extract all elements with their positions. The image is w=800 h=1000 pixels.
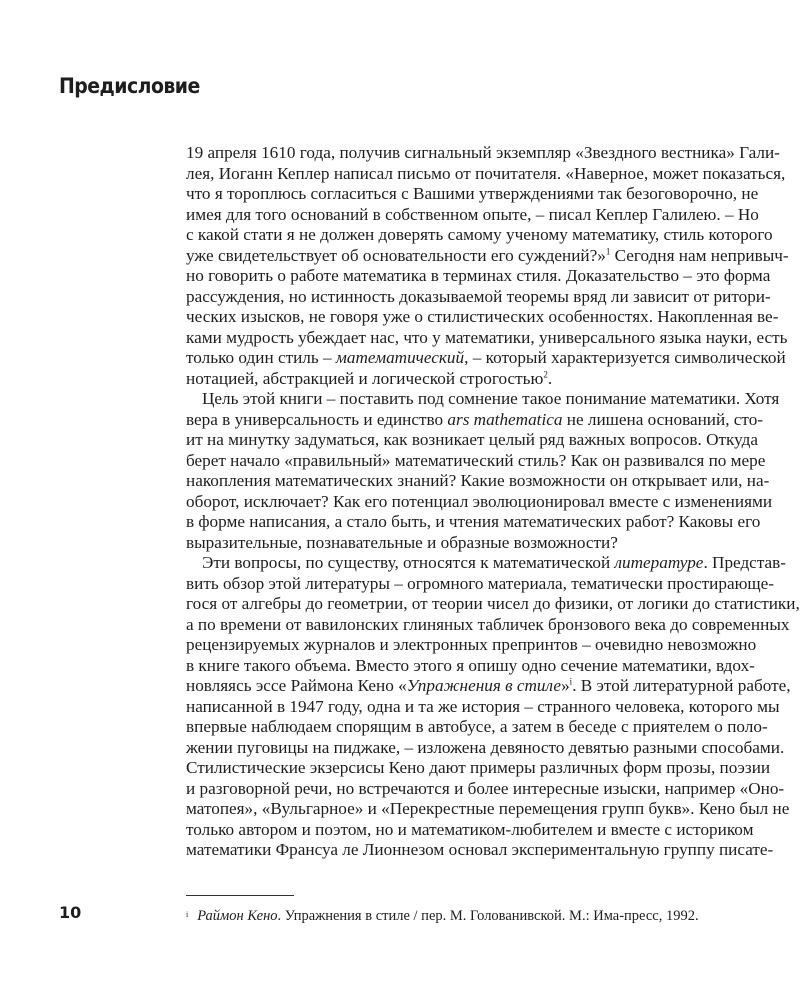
text-line: [186, 512, 761, 533]
text-line: [186, 533, 720, 554]
text-run: написанной в 1947 году, одна и та же история – странного человека, которого мы: [186, 696, 780, 716]
text-run: Сегодня нам непривыч-: [610, 245, 789, 265]
footnote-reference: 1: [605, 245, 611, 256]
text-line: [186, 676, 791, 697]
text-run: новляясь эссе Раймона Кено «: [186, 676, 407, 695]
text-line: [186, 225, 773, 246]
text-run: »: [561, 676, 570, 695]
text-run: ит на минутку задуматься, как возникает целый ряд важных вопросов. Откуда: [186, 430, 759, 449]
page-heading: Предисловие: [59, 74, 200, 98]
footnote-marker: i: [186, 910, 189, 919]
footnote-reference: 2: [543, 368, 548, 379]
text-line: [186, 717, 768, 738]
footnote: [186, 907, 720, 925]
page-number: 10: [59, 903, 82, 922]
text-line: [186, 840, 774, 861]
text-line: [186, 471, 770, 492]
footnote-rest: . Упражнения в стиле / пер. М. Голованивской. М.: Има-пресс, 1992.: [277, 908, 699, 924]
text-run: вить обзор этой литературы – огромного материала, тематически простирающе-: [186, 573, 775, 593]
text-run: , – который характеризуется символической: [464, 348, 786, 367]
text-run: только один стиль –: [186, 348, 336, 367]
text-run: Эти вопросы, по существу, относятся к математической: [202, 553, 615, 572]
text-run: матопея», «Вульгарное» и «Перекрестные перемещения групп букв». Кено был не: [186, 799, 790, 818]
italic-run: математический: [335, 348, 465, 367]
text-run: в книге такого объема. Вместо этого я опишу одно сечение математики, вдох-: [186, 655, 755, 675]
footnote-text: [197, 908, 698, 924]
text-run: Цель этой книги – поставить под сомнение такое понимание математики. Хотя: [202, 389, 780, 408]
text-line: [186, 594, 800, 615]
text-line: [186, 163, 786, 185]
text-run: лея, Иоганн Кеплер написал письмо от почитателя. «Наверное, может показаться,: [186, 163, 786, 183]
text-line: [186, 737, 785, 759]
text-run: .: [547, 368, 553, 388]
text-line: [186, 204, 759, 226]
text-run: рассуждения, но истинность доказываемой теоремы вряд ли зависит от ритори-: [186, 286, 771, 306]
text-run: не лишена оснований, сто-: [562, 409, 764, 429]
text-run: имея для того оснований в собственном опыте, – писал Кеплер Галилею. – Но: [186, 204, 759, 224]
text-run: рецензируемых журналов и электронных препринтов – очевидно невозможно: [186, 635, 757, 654]
text-line: [186, 327, 788, 349]
text-run: . В этой литературной работе,: [572, 676, 791, 695]
text-line: [186, 614, 790, 636]
text-run: впервые наблюдаем спорящим в автобусе, а затем в беседе с приятелем о поло-: [186, 717, 768, 736]
footnote-reference: i: [569, 676, 573, 687]
text-run: но говорить о работе математика в терминах стиля. Доказательство – это форма: [186, 266, 771, 285]
italic-run: ars mathematica: [447, 409, 563, 429]
text-line: [186, 696, 780, 718]
text-line: [186, 307, 779, 328]
text-run: в форме написания, а стало быть, и чтения математических работ? Каковы его: [186, 512, 761, 531]
text-run: уже свидетельствует об основательности его суждений?»: [186, 245, 606, 265]
text-run: математики Франсуа ле Лионнезом основал экспериментальную группу писате-: [186, 840, 774, 859]
text-run: а по времени от вавилонских глиняных табличек бронзового века до современных: [186, 614, 790, 634]
text-run: накопления математических знаний? Какие возможности он открывает или, на-: [186, 471, 770, 490]
text-run: жении пуговицы на пиджаке, – изложена девяносто девятью разными способами.: [186, 737, 785, 757]
text-line: [186, 143, 780, 164]
text-line: [186, 184, 759, 205]
text-run: оборот, исключает? Как его потенциал эволюционировал вместе с изменениями: [186, 491, 773, 511]
text-line: [186, 758, 771, 779]
text-run: . Представ-: [703, 553, 787, 572]
text-line: [186, 655, 755, 677]
text-line: [186, 778, 785, 800]
text-run: что я тороплюсь согласиться с Вашими утверждениями так безоговорочно, не: [186, 184, 759, 203]
text-run: только автором и поэтом, но и математиком-любителем и вместе с историком: [186, 819, 754, 839]
text-line: [186, 369, 720, 390]
text-run: 19 апреля 1610 года, получив сигнальный экземпляр «Звездного вестника» Гали-: [186, 143, 780, 162]
text-line: [186, 573, 775, 595]
text-line: [186, 635, 757, 656]
text-line: [186, 450, 766, 472]
text-run: ками мудрость убеждает нас, что у математики, универсального языка науки, есть: [186, 327, 788, 347]
text-line: [186, 266, 771, 287]
text-line: [186, 409, 764, 431]
text-line: [186, 491, 773, 513]
text-run: ческих изысков, не говоря уже о стилистических особенностях. Накопленная ве-: [186, 307, 779, 326]
text-run: с какой стати я не должен доверять самому ученому математику, стиль которого: [186, 225, 773, 244]
text-run: Стилистические экзерсисы Кено дают примеры различных форм прозы, поэзии: [186, 758, 771, 777]
text-run: и разговорной речи, но встречаются и более интересные изыски, например «Оно-: [186, 778, 785, 798]
text-line: [186, 799, 790, 820]
text-line: [186, 553, 787, 574]
text-run: нотацией, абстракцией и логической строгостью: [186, 368, 544, 388]
text-line: [186, 819, 754, 841]
text-line: [186, 430, 759, 451]
body-text: [186, 143, 800, 861]
text-line: [186, 348, 786, 369]
text-line: [186, 286, 771, 308]
text-line: [186, 245, 789, 267]
footnote-divider: [186, 895, 294, 896]
text-line: [186, 389, 780, 410]
footnote-author: Раймон Кено: [197, 908, 278, 924]
italic-run: литературе: [614, 553, 704, 572]
text-run: берет начало «правильный» математический стиль? Как он развивался по мере: [186, 450, 766, 470]
italic-run: Упражнения в стиле: [406, 676, 562, 695]
text-run: выразительные, познавательные и образные возможности?: [186, 532, 618, 552]
text-run: гося от алгебры до геометрии, от теории чисел до физики, от логики до статистики,: [186, 594, 800, 613]
text-run: вера в универсальность и единство: [186, 409, 448, 429]
